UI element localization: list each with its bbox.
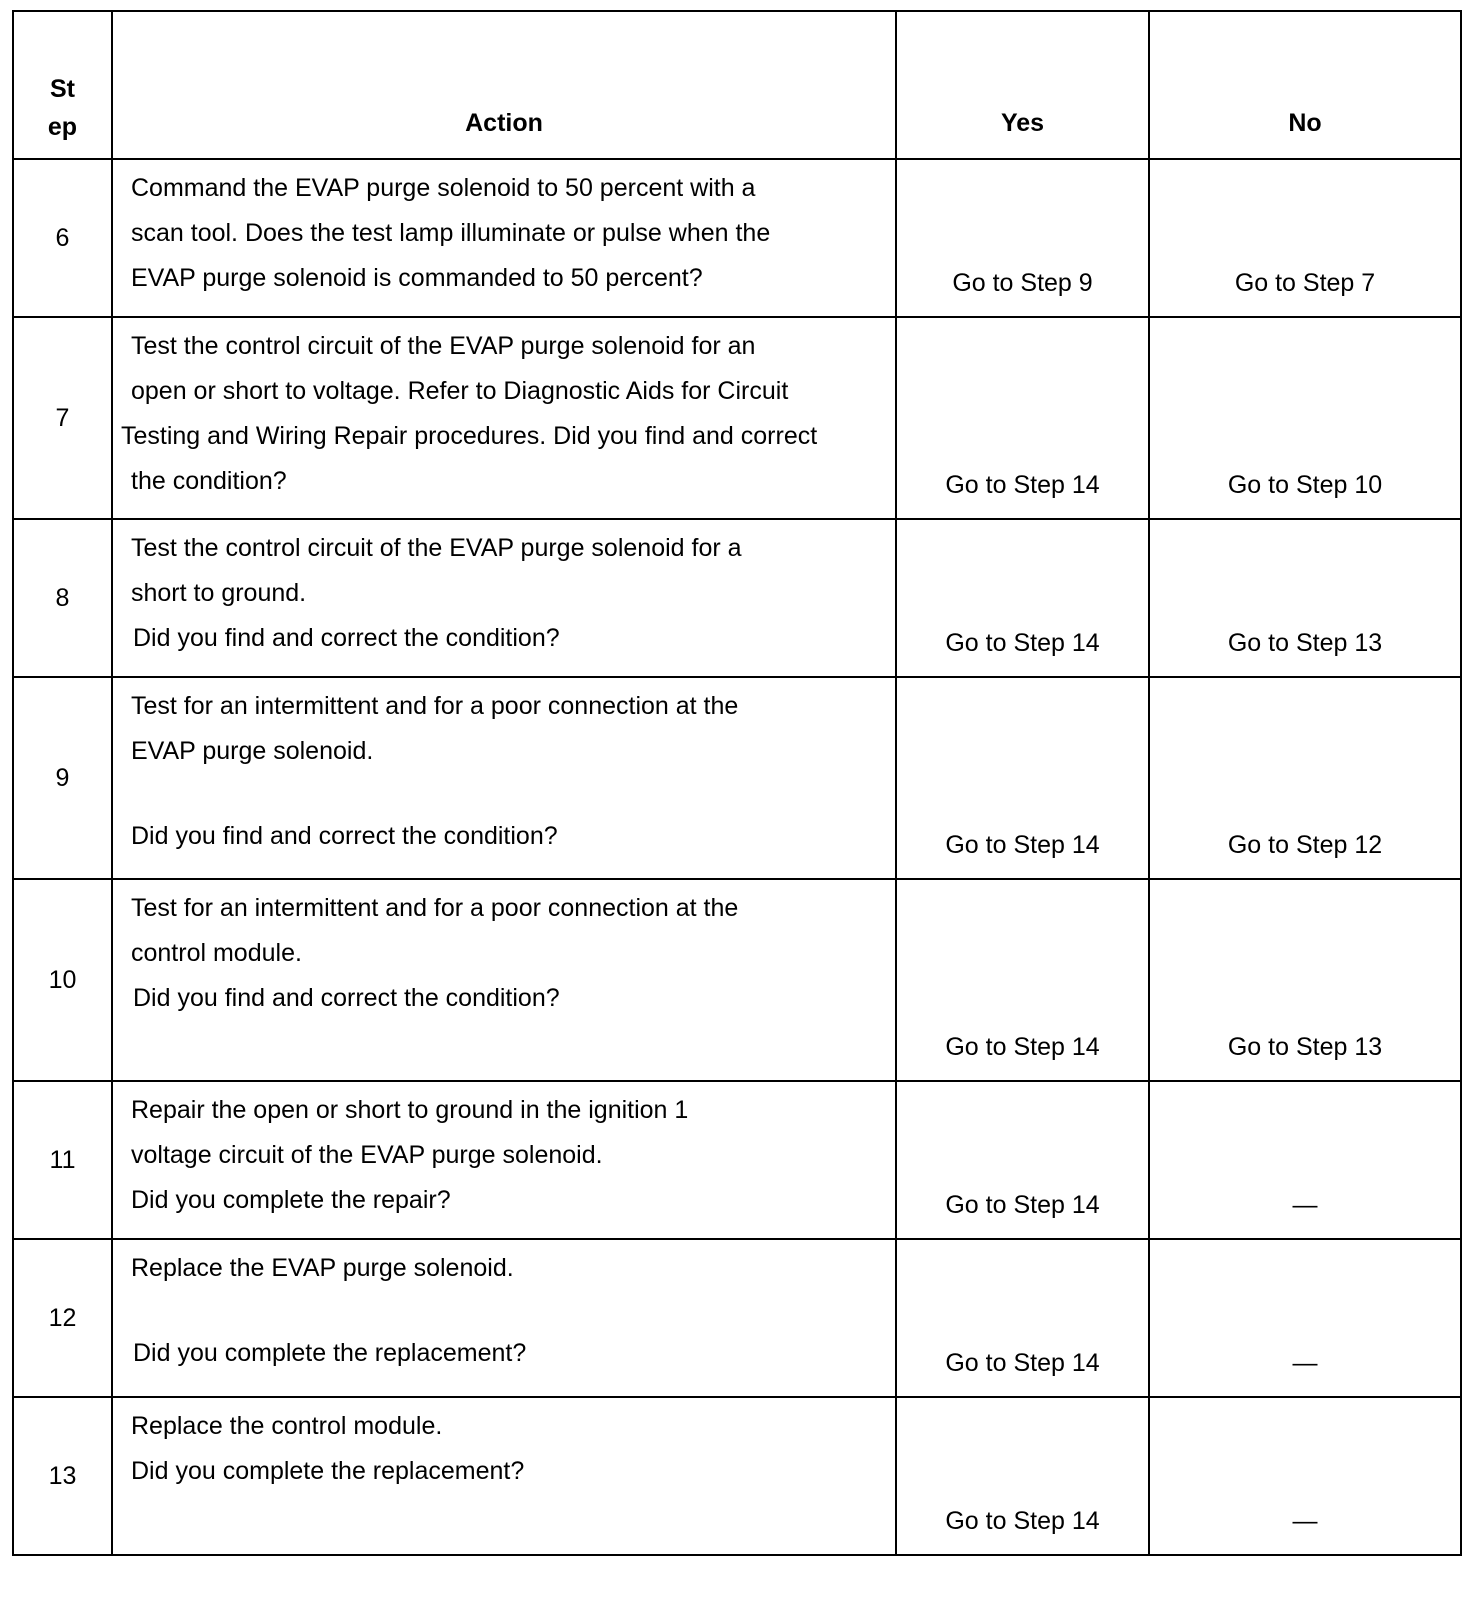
- action-line: scan tool. Does the test lamp illuminate or pulse when the: [131, 219, 771, 247]
- action-line: control module.: [131, 939, 302, 967]
- step-number: 10: [13, 879, 112, 1081]
- yes-result: Go to Step 9: [896, 159, 1149, 317]
- header-step-line2: ep: [47, 113, 78, 141]
- table-row: [13, 317, 1461, 519]
- step-number: 7: [13, 317, 112, 519]
- header-step-line1: St: [50, 75, 75, 103]
- action-line: Did you find and correct the condition?: [133, 984, 560, 1012]
- step-number: 6: [13, 159, 112, 317]
- header-yes: Yes: [896, 11, 1149, 159]
- action-line: Replace the EVAP purge solenoid.: [131, 1254, 514, 1282]
- no-result: Go to Step 10: [1149, 317, 1461, 519]
- yes-result: Go to Step 14: [896, 677, 1149, 879]
- step-number: 11: [13, 1081, 112, 1239]
- action-text: [112, 879, 896, 1081]
- action-text: [112, 1239, 896, 1397]
- action-line: Command the EVAP purge solenoid to 50 percent with a: [131, 174, 756, 202]
- action-text: [112, 159, 896, 317]
- table-row: [13, 159, 1461, 317]
- table-row: [13, 1397, 1461, 1555]
- table-row: [13, 1239, 1461, 1397]
- yes-result: Go to Step 14: [896, 1397, 1149, 1555]
- no-result: Go to Step 13: [1149, 879, 1461, 1081]
- header-no: No: [1149, 11, 1461, 159]
- action-text: [112, 317, 896, 519]
- table-row: [13, 879, 1461, 1081]
- header-step: [13, 11, 112, 159]
- no-result: —: [1149, 1239, 1461, 1397]
- action-line: Testing and Wiring Repair procedures. Did you find and correct: [121, 422, 818, 450]
- action-line: short to ground.: [131, 579, 307, 607]
- no-result: —: [1149, 1397, 1461, 1555]
- action-line: Did you find and correct the condition?: [133, 624, 560, 652]
- header-row: [13, 11, 1461, 159]
- no-result: Go to Step 12: [1149, 677, 1461, 879]
- yes-result: Go to Step 14: [896, 1081, 1149, 1239]
- action-line: Test the control circuit of the EVAP purge solenoid for a: [131, 534, 742, 562]
- step-number: 12: [13, 1239, 112, 1397]
- step-number: 8: [13, 519, 112, 677]
- action-text: [112, 1397, 896, 1555]
- action-line: Replace the control module.: [131, 1412, 443, 1440]
- step-number: 9: [13, 677, 112, 879]
- action-line: Repair the open or short to ground in the ignition 1: [131, 1096, 689, 1124]
- action-line: open or short to voltage. Refer to Diagnostic Aids for Circuit: [131, 377, 789, 405]
- action-text: [112, 1081, 896, 1239]
- action-line: Test the control circuit of the EVAP purge solenoid for an: [131, 332, 756, 360]
- yes-result: Go to Step 14: [896, 1239, 1149, 1397]
- action-line: Did you complete the replacement?: [133, 1339, 527, 1367]
- action-line: voltage circuit of the EVAP purge solenoid.: [131, 1141, 603, 1169]
- no-result: Go to Step 7: [1149, 159, 1461, 317]
- action-line: Test for an intermittent and for a poor connection at the: [131, 692, 739, 720]
- action-text: [112, 677, 896, 879]
- action-line: Did you complete the replacement?: [131, 1457, 525, 1485]
- yes-result: Go to Step 14: [896, 519, 1149, 677]
- header-action: Action: [112, 11, 896, 159]
- action-line: Did you find and correct the condition?: [131, 822, 558, 850]
- step-number: 13: [13, 1397, 112, 1555]
- yes-result: Go to Step 14: [896, 317, 1149, 519]
- action-line: Test for an intermittent and for a poor connection at the: [131, 894, 739, 922]
- no-result: —: [1149, 1081, 1461, 1239]
- table-row: [13, 1081, 1461, 1239]
- action-line: Did you complete the repair?: [131, 1186, 451, 1214]
- action-line: the condition?: [131, 467, 287, 495]
- no-result: Go to Step 13: [1149, 519, 1461, 677]
- table-row: [13, 519, 1461, 677]
- yes-result: Go to Step 14: [896, 879, 1149, 1081]
- action-text: [112, 519, 896, 677]
- diagnostic-table: [12, 10, 1462, 1556]
- table-row: [13, 677, 1461, 879]
- action-line: EVAP purge solenoid is commanded to 50 percent?: [131, 264, 703, 292]
- action-line: EVAP purge solenoid.: [131, 737, 374, 765]
